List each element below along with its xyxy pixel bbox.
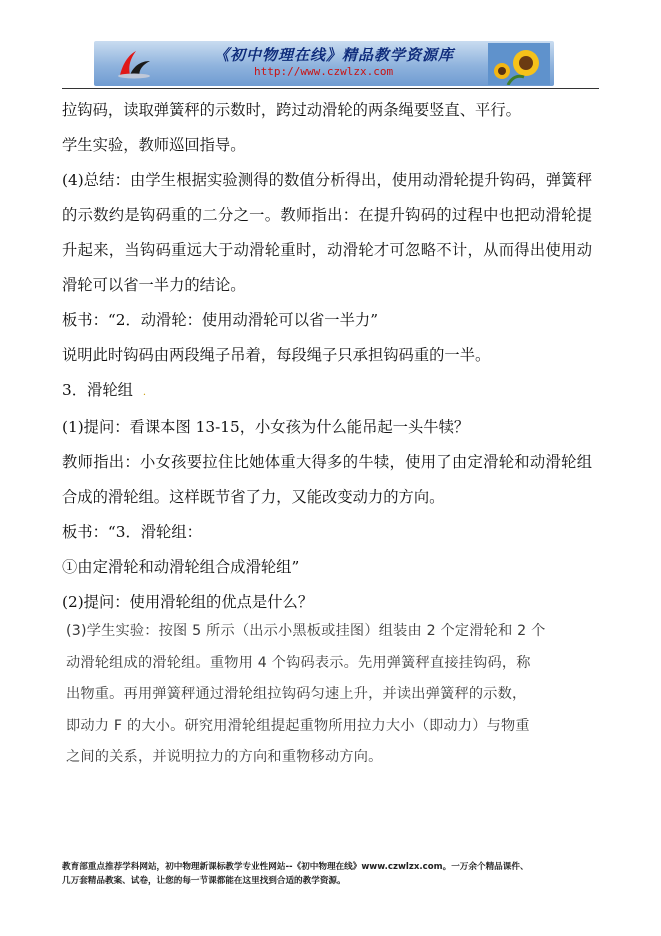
footer-line: 教育部重点推荐学科网站，初中物理新课标教学专业性网站--《初中物理在线》www.czwlzx.com。一万余个精品课件、 <box>62 862 529 872</box>
scan-line: 动滑轮组成的滑轮组。重物用 4 个钩码表示。先用弹簧秤直接挂钩码，称 <box>66 654 531 671</box>
banner-url[interactable]: http://www.czwlzx.com <box>254 65 394 78</box>
scan-line: 即动力 F 的大小。研究用滑轮组提起重物所用拉力大小（即动力）与物重 <box>66 717 530 734</box>
teacher-paragraph: 教师指出：小女孩要拉住比她体重大得多的牛犊，使用了由定滑轮和动滑轮组合成的滑轮组。这样既节省了力，又能改变动力的方向。 <box>62 453 592 506</box>
board-note: 板书：“2．动滑轮：使用动滑轮可以省一半力” <box>62 311 379 329</box>
header-rule <box>62 88 599 89</box>
summary-paragraph: (4)总结：由学生根据实验测得的数值分析得出，使用动滑轮提升钩码，弹簧秤的示数约是钩码重的二分之一。教师指出：在提升钩码的过程中也把动滑轮提升起来，当钩码重远大于动滑轮重时，动滑轮才可忽略不计，从而得出使用动滑轮可以省一半力的结论。 <box>62 171 592 294</box>
section-heading-text: 3．滑轮组 <box>62 381 133 399</box>
lesson-body <box>62 93 592 620</box>
header-banner <box>94 41 554 86</box>
footer-line: 几万套精品教案、试卷，让您的每一节课都能在这里找到合适的教学资源。 <box>62 876 346 886</box>
sunflower-icon <box>488 43 550 85</box>
question-line: (2)提问：使用滑轮组的优点是什么？ <box>62 593 314 611</box>
section-heading <box>62 373 592 410</box>
body-line: 拉钩码，读取弹簧秤的示数时，跨过动滑轮的两条绳要竖直、平行。 <box>62 101 521 119</box>
stray-dot: . <box>142 387 147 398</box>
board-note: 板书：“3．滑轮组： <box>62 523 202 541</box>
body-line: 学生实验，教师巡回指导。 <box>62 136 246 154</box>
banner-title: 《初中物理在线》精品教学资源库 <box>214 46 455 64</box>
board-note: ①由定滑轮和动滑轮组合成滑轮组” <box>62 558 300 576</box>
scanned-excerpt <box>66 616 566 774</box>
scan-line: (3)学生实验：按图 5 所示（出示小黑板或挂图）组装由 2 个定滑轮和 2 个 <box>66 623 546 639</box>
site-logo-icon <box>116 49 152 79</box>
body-line: 说明此时钩码由两段绳子吊着，每段绳子只承担钩码重的一半。 <box>62 346 491 364</box>
scan-line: 出物重。再用弹簧秤通过滑轮组拉钩码匀速上升，并读出弹簧秤的示数， <box>66 686 527 703</box>
page-footer <box>62 860 602 888</box>
question-line: (1)提问：看课本图 13-15，小女孩为什么能吊起一头牛犊？ <box>62 418 470 436</box>
scan-line: 之间的关系，并说明拉力的方向和重物移动方向。 <box>66 749 383 766</box>
